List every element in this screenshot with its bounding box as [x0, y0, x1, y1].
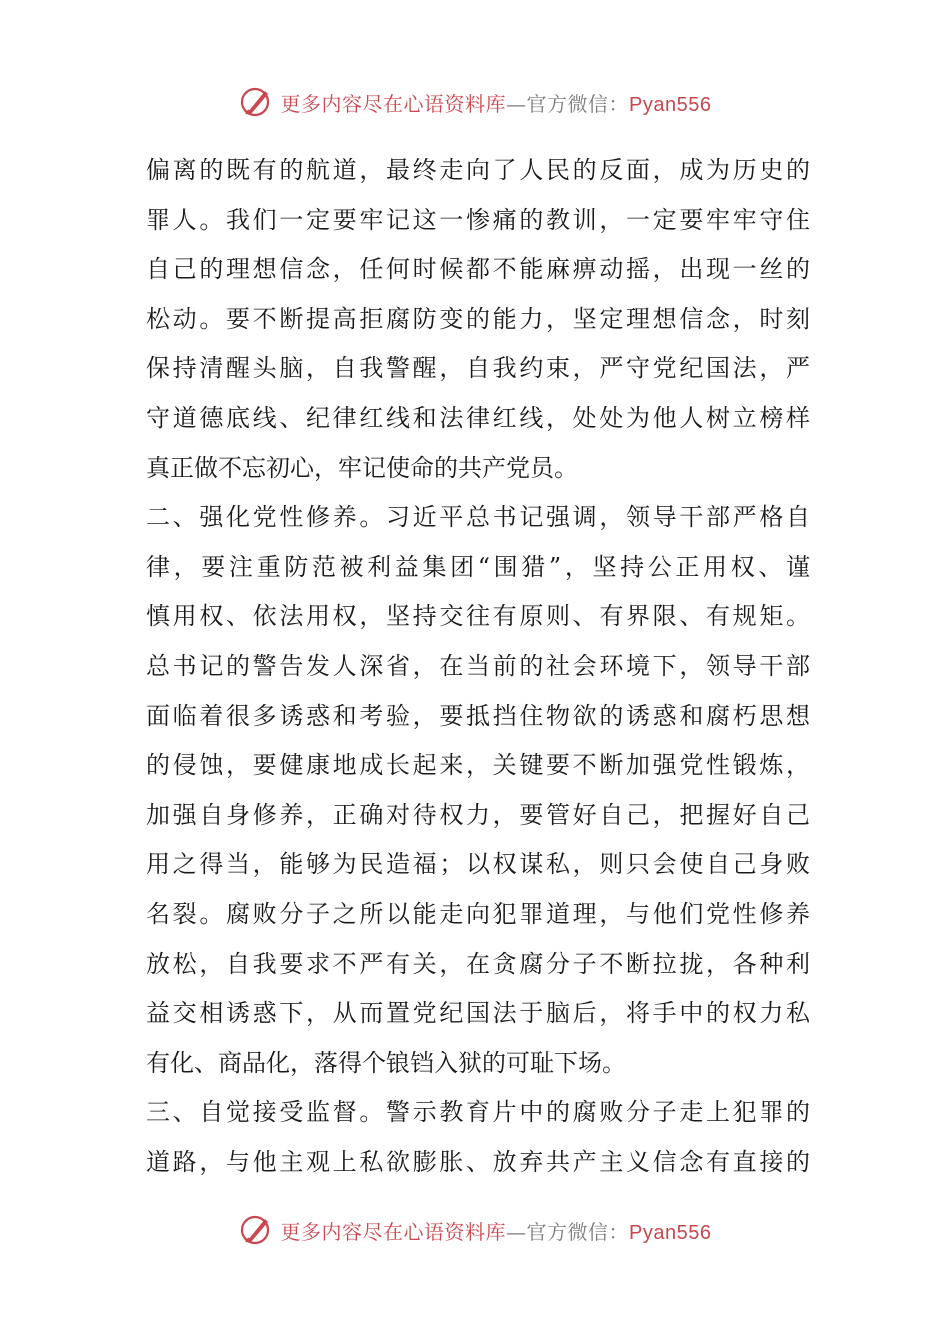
- text-line: 名裂。腐败分子之所以能走向犯罪道理，与他们党性修养: [146, 899, 810, 928]
- text-line: 放松，自我要求不严有关，在贪腐分子不断拉拢，各种利: [146, 949, 810, 978]
- banner-main-text: 更多内容尽在心语资料库: [280, 91, 507, 116]
- text-line: 律，要注重防范被利益集团“围猎”，坚持公正用权、谨: [146, 552, 810, 581]
- document-body: [146, 146, 810, 1187]
- quill-pen-logo-icon: [239, 85, 273, 119]
- banner-text: [281, 1216, 712, 1245]
- banner-wechat-id: Pyan556: [629, 93, 712, 116]
- quill-pen-logo-icon: [239, 1213, 273, 1247]
- text-line: 松动。要不断提高拒腐防变的能力，坚定理想信念，时刻: [146, 304, 810, 333]
- text-line: 三、自觉接受监督。警示教育片中的腐败分子走上犯罪的: [146, 1098, 810, 1127]
- text-line: 守道德底线、纪律红线和法律红线，处处为他人树立榜样: [146, 403, 810, 432]
- text-line: 有化、商品化，落得个锒铛入狱的可耻下场。: [146, 1048, 626, 1077]
- text-line: 偏离的既有的航道，最终走向了人民的反面，成为历史的: [146, 156, 810, 184]
- text-line: 用之得当，能够为民造福；以权谋私，则只会使自己身败: [146, 850, 810, 879]
- banner-wechat-label: 官方微信：: [526, 1219, 630, 1244]
- banner-wechat-id: Pyan556: [629, 1221, 712, 1244]
- text-line: 加强自身修养，正确对待权力，要管好自己，把握好自己: [146, 800, 810, 829]
- text-line: 总书记的警告发人深省，在当前的社会环境下，领导干部: [146, 651, 810, 680]
- text-line: 保持清醒头脑，自我警醒，自我约束，严守党纪国法，严: [146, 354, 810, 383]
- text-line: 益交相诱惑下，从而置党纪国法于脑后，将手中的权力私: [146, 999, 810, 1028]
- banner-main-text: 更多内容尽在心语资料库: [280, 1219, 507, 1244]
- banner-separator: —: [506, 1219, 527, 1244]
- banner-text: [281, 88, 712, 117]
- text-line: 面临着很多诱惑和考验，要抵挡住物欲的诱惑和腐朽思想: [146, 701, 810, 730]
- banner-wechat-label: 官方微信：: [526, 91, 630, 116]
- footer-banner: [0, 1210, 950, 1250]
- text-line: 二、强化党性修养。习近平总书记强调，领导干部严格自: [146, 503, 810, 532]
- banner-separator: —: [506, 91, 527, 116]
- header-banner: [0, 82, 950, 122]
- text-line: 的侵蚀，要健康地成长起来，关键要不断加强党性锻炼，: [146, 751, 810, 780]
- text-line: 罪人。我们一定要牢记这一惨痛的教训，一定要牢牢守住: [146, 205, 810, 234]
- text-line: 真正做不忘初心，牢记使命的共产党员。: [146, 453, 578, 482]
- text-line: 慎用权、依法用权，坚持交往有原则、有界限、有规矩。: [146, 602, 810, 631]
- text-line: 道路，与他主观上私欲膨胀、放弃共产主义信念有直接的: [146, 1147, 810, 1176]
- text-line: 自己的理想信念，任何时候都不能麻痹动摇，出现一丝的: [146, 255, 810, 284]
